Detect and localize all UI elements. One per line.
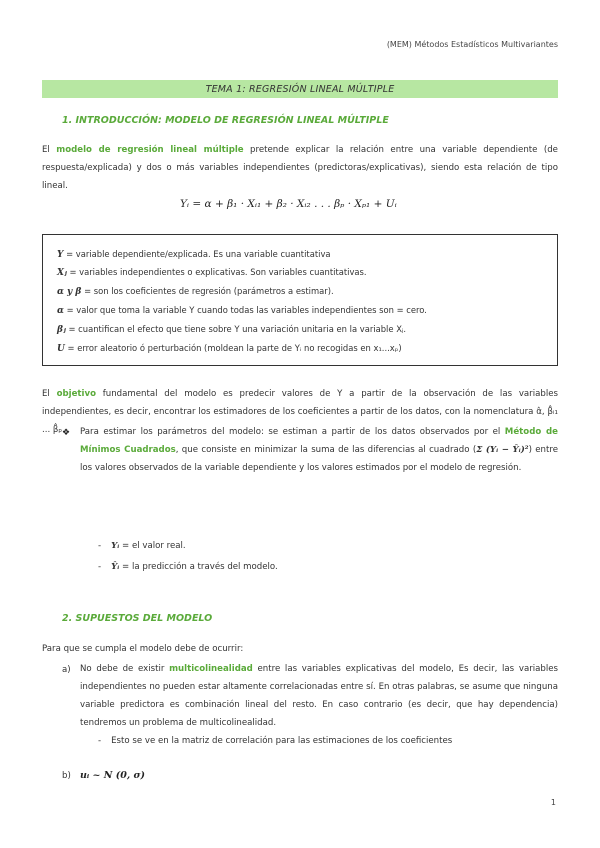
definition-item: [57, 324, 406, 335]
definition-text: = error aleatorio ó perturbación (moldean la parte de Yᵢ no recogidas en x₁...xₚ): [64, 343, 402, 353]
dash-icon: -: [98, 736, 102, 746]
definition-item: [57, 343, 402, 354]
objective-prefix: El: [42, 389, 57, 399]
item-a-rest: entre las variables explicativas del modelo, Es decir, las variables independientes no pueden estar altamente correlacionadas entre sí. En otras palabras, se asume que ninguna variable predictora es combinación lineal del resto. En caso contrario (es decir, que hay dependencia) tendremos un problema de multicolinealidad.: [80, 664, 559, 728]
section-2-intro: Para que se cumpla el modelo debe de ocurrir:: [42, 644, 244, 654]
sub-symbol: Ŷᵢ: [111, 562, 120, 572]
sub-item: [98, 541, 186, 551]
page-title: TEMA 1: REGRESIÓN LINEAL MÚLTIPLE: [205, 83, 395, 95]
item-b-formula: uᵢ ~ N (0, σ): [80, 770, 145, 781]
intro-prefix: El: [42, 145, 57, 155]
definition-item: [57, 267, 367, 278]
dash-icon: -: [98, 541, 102, 551]
definition-item: [57, 249, 331, 260]
intro-term: modelo de regresión lineal múltiple: [56, 145, 244, 155]
item-a-sub-text: Esto se ve en la matriz de correlación para las estimaciones de los coeficientes: [111, 736, 453, 746]
objective-term: objetivo: [56, 389, 96, 399]
intro-rest: pretende explicar la relación entre una variable dependiente (de respuesta/explicada) y dos o más variables independientes (predictoras/explicativas), siendo esta relación de tipo lineal.: [42, 145, 558, 191]
objective-rest: fundamental del modelo es predecir valores de Y a partir de la observación de las variables independientes, es decir, encontrar los estimadores de los coeficientes a partir de los datos, con la nomenclatura α̂, β̂ᵢ₁ ... β̂ₚ.: [42, 389, 558, 435]
item-a-term: multicolinealidad: [169, 664, 253, 674]
item-a-prefix: No debe de existir: [80, 664, 170, 674]
definition-symbol: U: [57, 344, 65, 354]
definition-symbol: Xⱼ: [57, 268, 67, 278]
item-a-label: a): [62, 665, 71, 675]
definitions-box: [42, 234, 558, 366]
document-header: (MEM) Métodos Estadísticos Multivariantes: [386, 40, 558, 49]
section-1-heading: 1. INTRODUCCIÓN: MODELO DE REGRESIÓN LINEAL MÚLTIPLE: [62, 115, 389, 126]
sub-text: = el valor real.: [119, 541, 186, 551]
definition-text: = valor que toma la variable Y cuando todas las variables independientes son = cero.: [63, 305, 427, 315]
title-banner: [42, 80, 558, 98]
regression-formula: Yᵢ = α + β₁ · Xᵢ₁ + β₂ · Xᵢ₂ . . . βₚ · Xₚ₁ + Uᵢ: [180, 198, 397, 210]
definition-text: = cuantifican el efecto que tiene sobre Y una variación unitaria en la variable Xⱼ.: [65, 324, 407, 334]
page-number: 1: [550, 798, 556, 807]
least-squares-paragraph: [80, 423, 558, 477]
definition-symbol: Y: [57, 250, 64, 260]
definition-text: = variable dependiente/explicada. Es una variable cuantitativa: [63, 249, 331, 259]
diamond-bullet-icon: ❖: [62, 428, 71, 438]
definition-item: [57, 305, 427, 316]
bullet-prefix: Para estimar los parámetros del modelo: se estiman a partir de los datos observados por el: [80, 427, 505, 437]
definition-text: = son los coeficientes de regresión (parámetros a estimar).: [81, 286, 334, 296]
definition-item: [57, 286, 334, 297]
definition-symbol: α y β: [57, 287, 82, 297]
bullet-rest2: ) entre los valores observados de la variable dependiente y los valores estimados por el modelo de regresión.: [80, 445, 558, 473]
definition-symbol: α: [57, 306, 64, 316]
item-b-label: b): [62, 771, 71, 781]
section-2-heading: 2. SUPUESTOS DEL MODELO: [62, 613, 213, 624]
sum-formula: Σ (Yᵢ − Ŷᵢ)²: [476, 445, 529, 455]
bullet-term: Método de Mínimos Cuadrados: [80, 427, 558, 455]
bullet-rest1: , que consiste en minimizar la suma de las diferencias al cuadrado (: [175, 445, 477, 455]
sub-text: = la predicción a través del modelo.: [119, 562, 278, 572]
definition-text: = variables independientes o explicativas. Son variables cuantitativas.: [66, 267, 367, 277]
intro-paragraph: [42, 141, 558, 195]
dash-icon: -: [98, 562, 102, 572]
item-a-paragraph: [80, 660, 558, 732]
item-a-sub: [98, 736, 452, 746]
definition-symbol: βⱼ: [57, 325, 66, 335]
sub-symbol: Yᵢ: [111, 541, 120, 551]
sub-item: [98, 562, 278, 572]
